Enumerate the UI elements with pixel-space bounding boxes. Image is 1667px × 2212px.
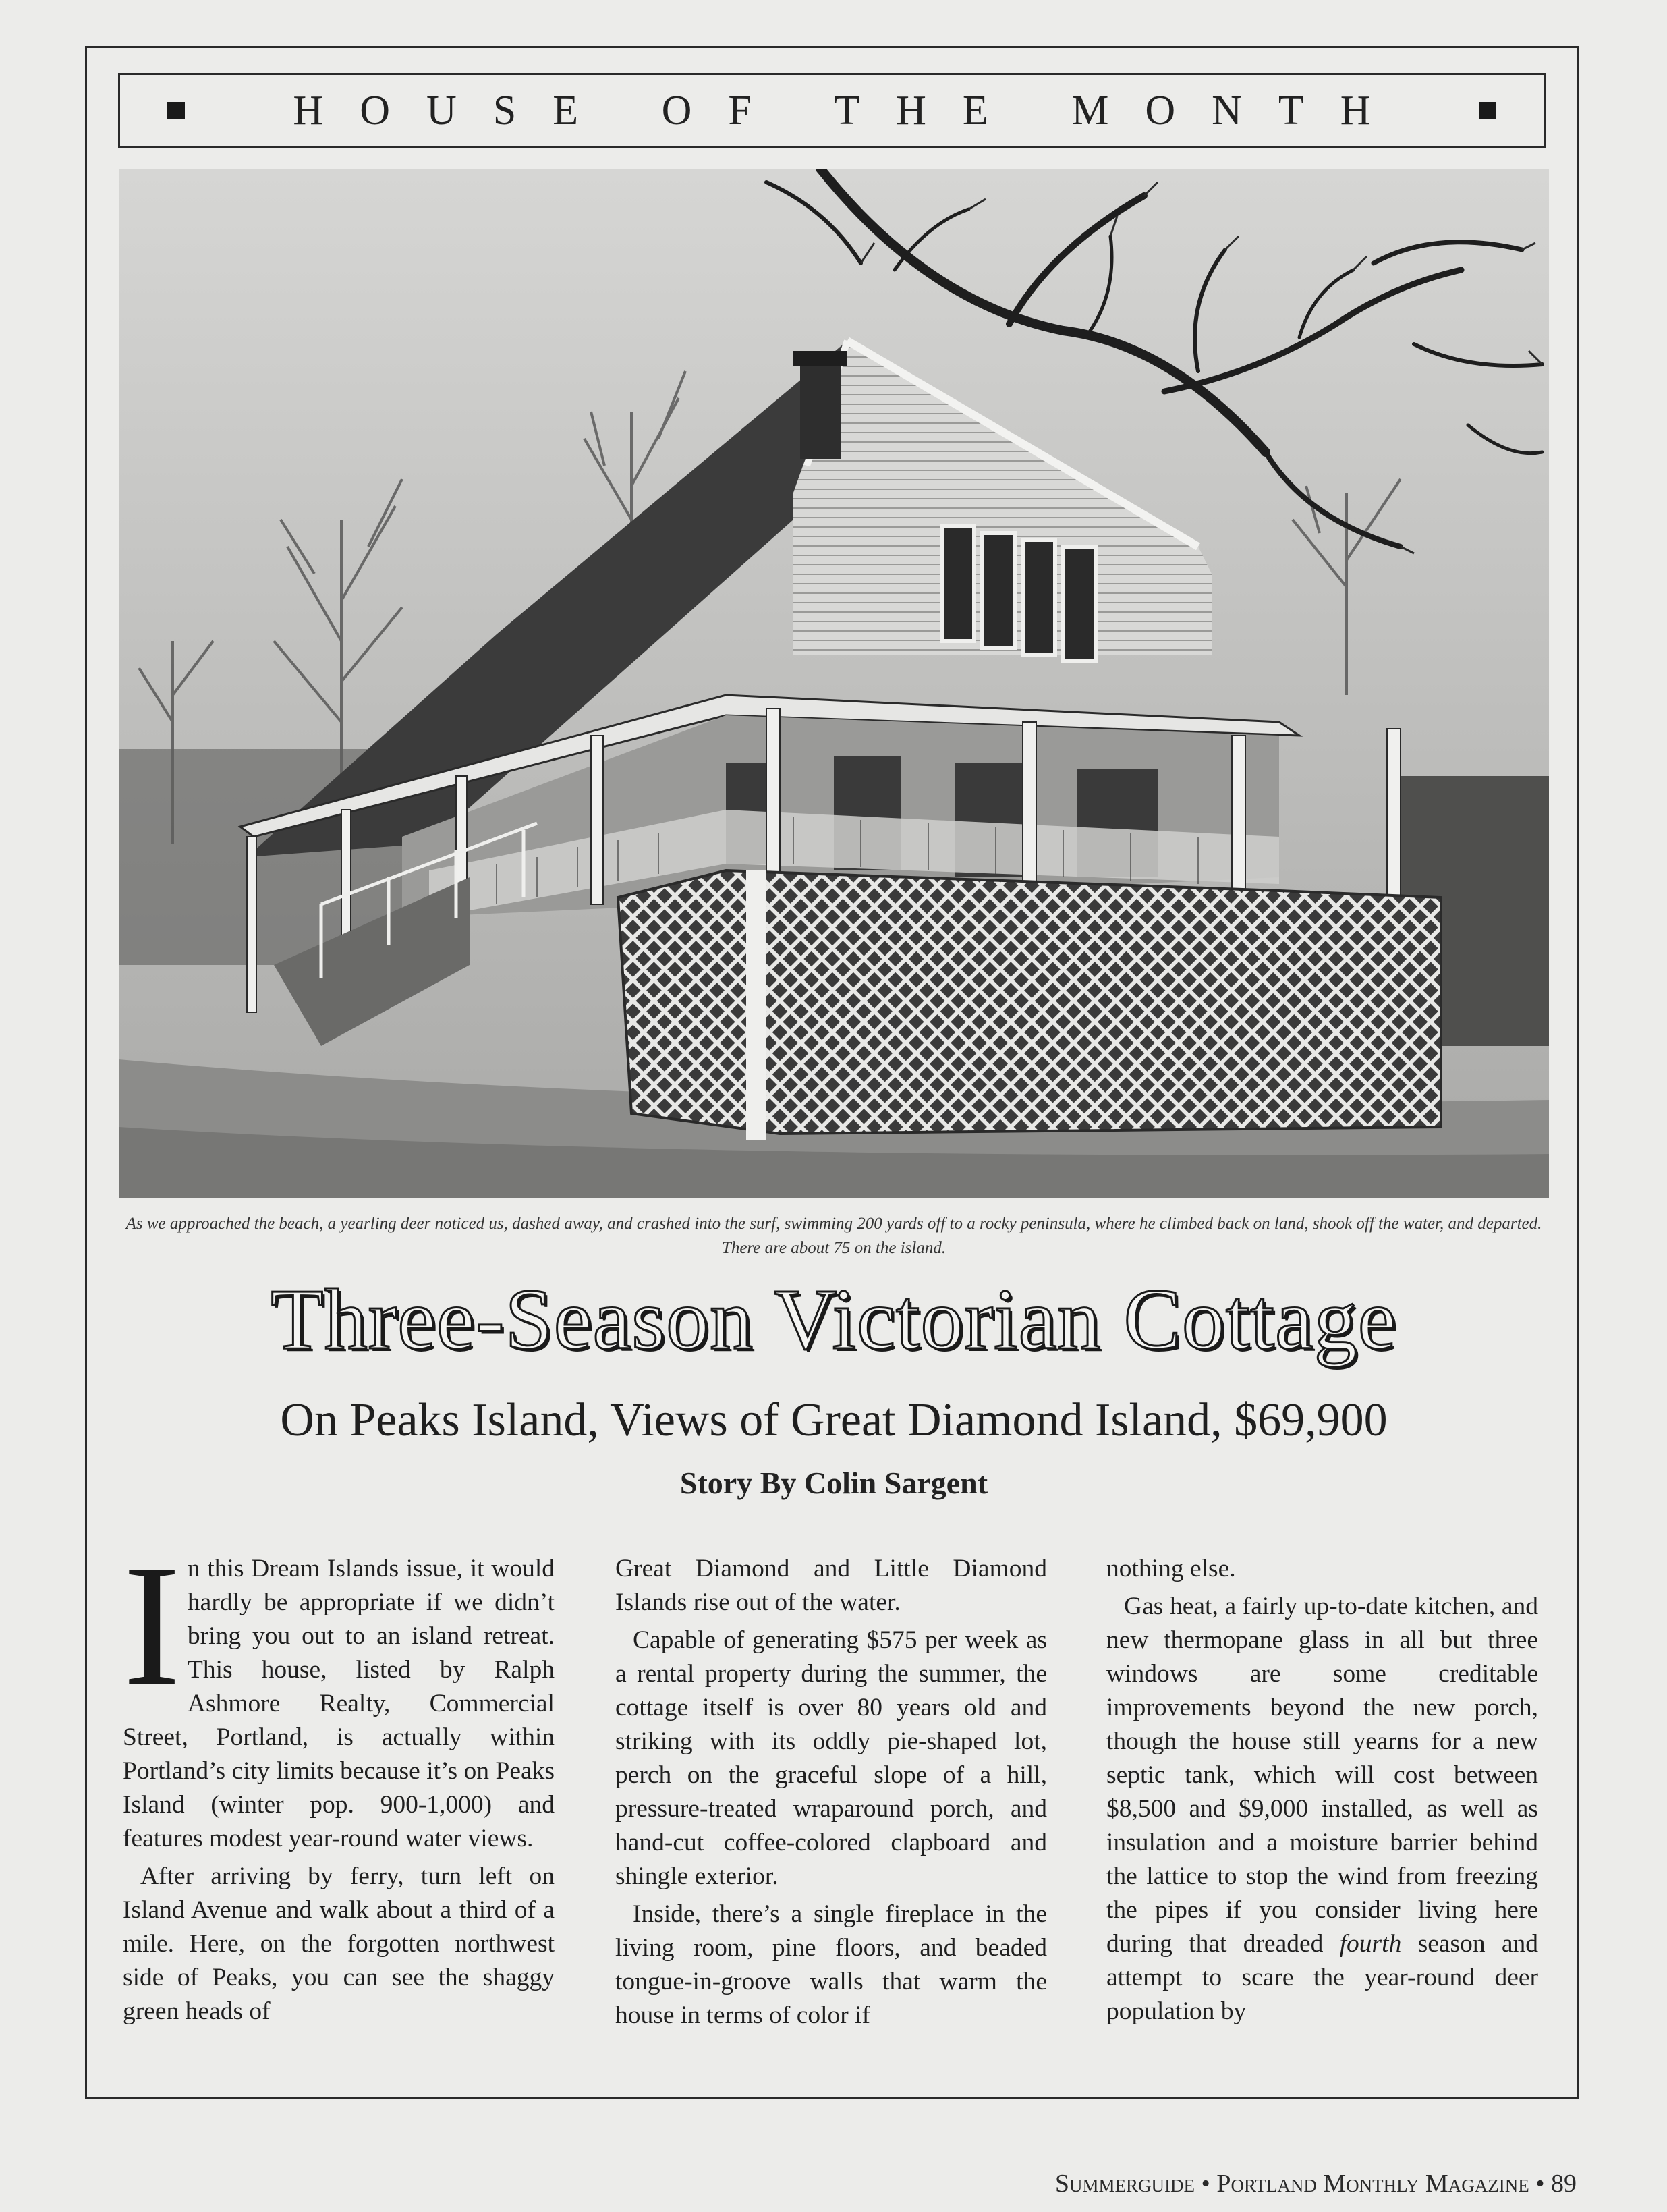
page-footer <box>1055 2169 1577 2199</box>
section-title: HOUSE OF THE MONTH <box>293 87 1407 134</box>
article-headline: Three-Season Victorian Cottage <box>271 1271 1397 1367</box>
section-banner <box>118 73 1546 148</box>
paragraph: After arriving by ferry, turn left on Island Avenue and walk about a third of a mile. Here, on the forgotten northwest side of Peaks, you can see the shaggy green heads of <box>123 1862 555 2025</box>
article-column-3 <box>1106 1552 1538 2033</box>
paragraph-text: season and attempt to scare the year-round deer population by <box>1106 1930 1538 2025</box>
paragraph: Capable of generating $575 per week as a rental property during the summer, the cottage itself is over 80 years old and striking with its oddly pie-shaped lot, perch on the graceful slope of a hill, pressure-treated wraparound porch, and hand-cut coffee-colored clapboard and shingle exterior. <box>615 1626 1047 1890</box>
paragraph: nothing else. <box>1106 1555 1236 1582</box>
paragraph-text: Gas heat, a fairly up-to-date kitchen, and new thermopane glass in all but three windows are some creditable improvements beyond the new porch, though the house still yearns for a new septic tank, which will cost between $8,500 and $9,000 installed, as well as insulation and a moisture barrier behind the lattice to stop the wind from freezing the pipes if you consider living here during that dreaded <box>1106 1593 1538 1958</box>
photo-caption: As we approached the beach, a yearling deer noticed us, dashed away, and crashed into the surf, swimming 200 yards off to a rocky peninsula, where he climbed back on land, shook off the water, and departed. There are about 75 on the island. <box>125 1215 1542 1257</box>
paragraph: Inside, there’s a single fireplace in the living room, pine floors, and beaded tongue-in-groove walls that warm the house in terms of color if <box>615 1900 1047 2029</box>
drop-cap: I <box>123 1528 181 1721</box>
page-number: 89 <box>1551 2169 1577 2198</box>
square-bullet-icon <box>167 102 185 119</box>
cottage-photo <box>119 169 1549 1198</box>
separator: • <box>1535 2169 1545 2198</box>
paragraph <box>1106 1590 1538 2028</box>
emphasis-text: fourth <box>1339 1930 1402 1958</box>
paragraph: Great Diamond and Little Diamond Islands rise out of the water. <box>615 1555 1047 1616</box>
paragraph: n this Dream Islands issue, it would hardly be appropriate if we didn’t bring you out to an island retreat. This house, listed by Ralph Ashmore Realty, Commercial Street, Portland, is actually within Portland’s city limits because it’s on Peaks Island (winter pop. 900-1,000) and features modest year-round water views. <box>123 1555 555 1852</box>
separator: • <box>1201 2169 1210 2198</box>
article-subhead: On Peaks Island, Views of Great Diamond Island, $69,900 <box>280 1394 1388 1446</box>
article-column-1 <box>123 1528 555 2033</box>
magazine-name: Portland Monthly Magazine <box>1216 2169 1529 2198</box>
publication-name: Summerguide <box>1054 2169 1195 2198</box>
square-bullet-icon <box>1479 102 1496 119</box>
article-column-2 <box>615 1552 1047 2037</box>
article-byline: Story By Colin Sargent <box>679 1466 988 1500</box>
